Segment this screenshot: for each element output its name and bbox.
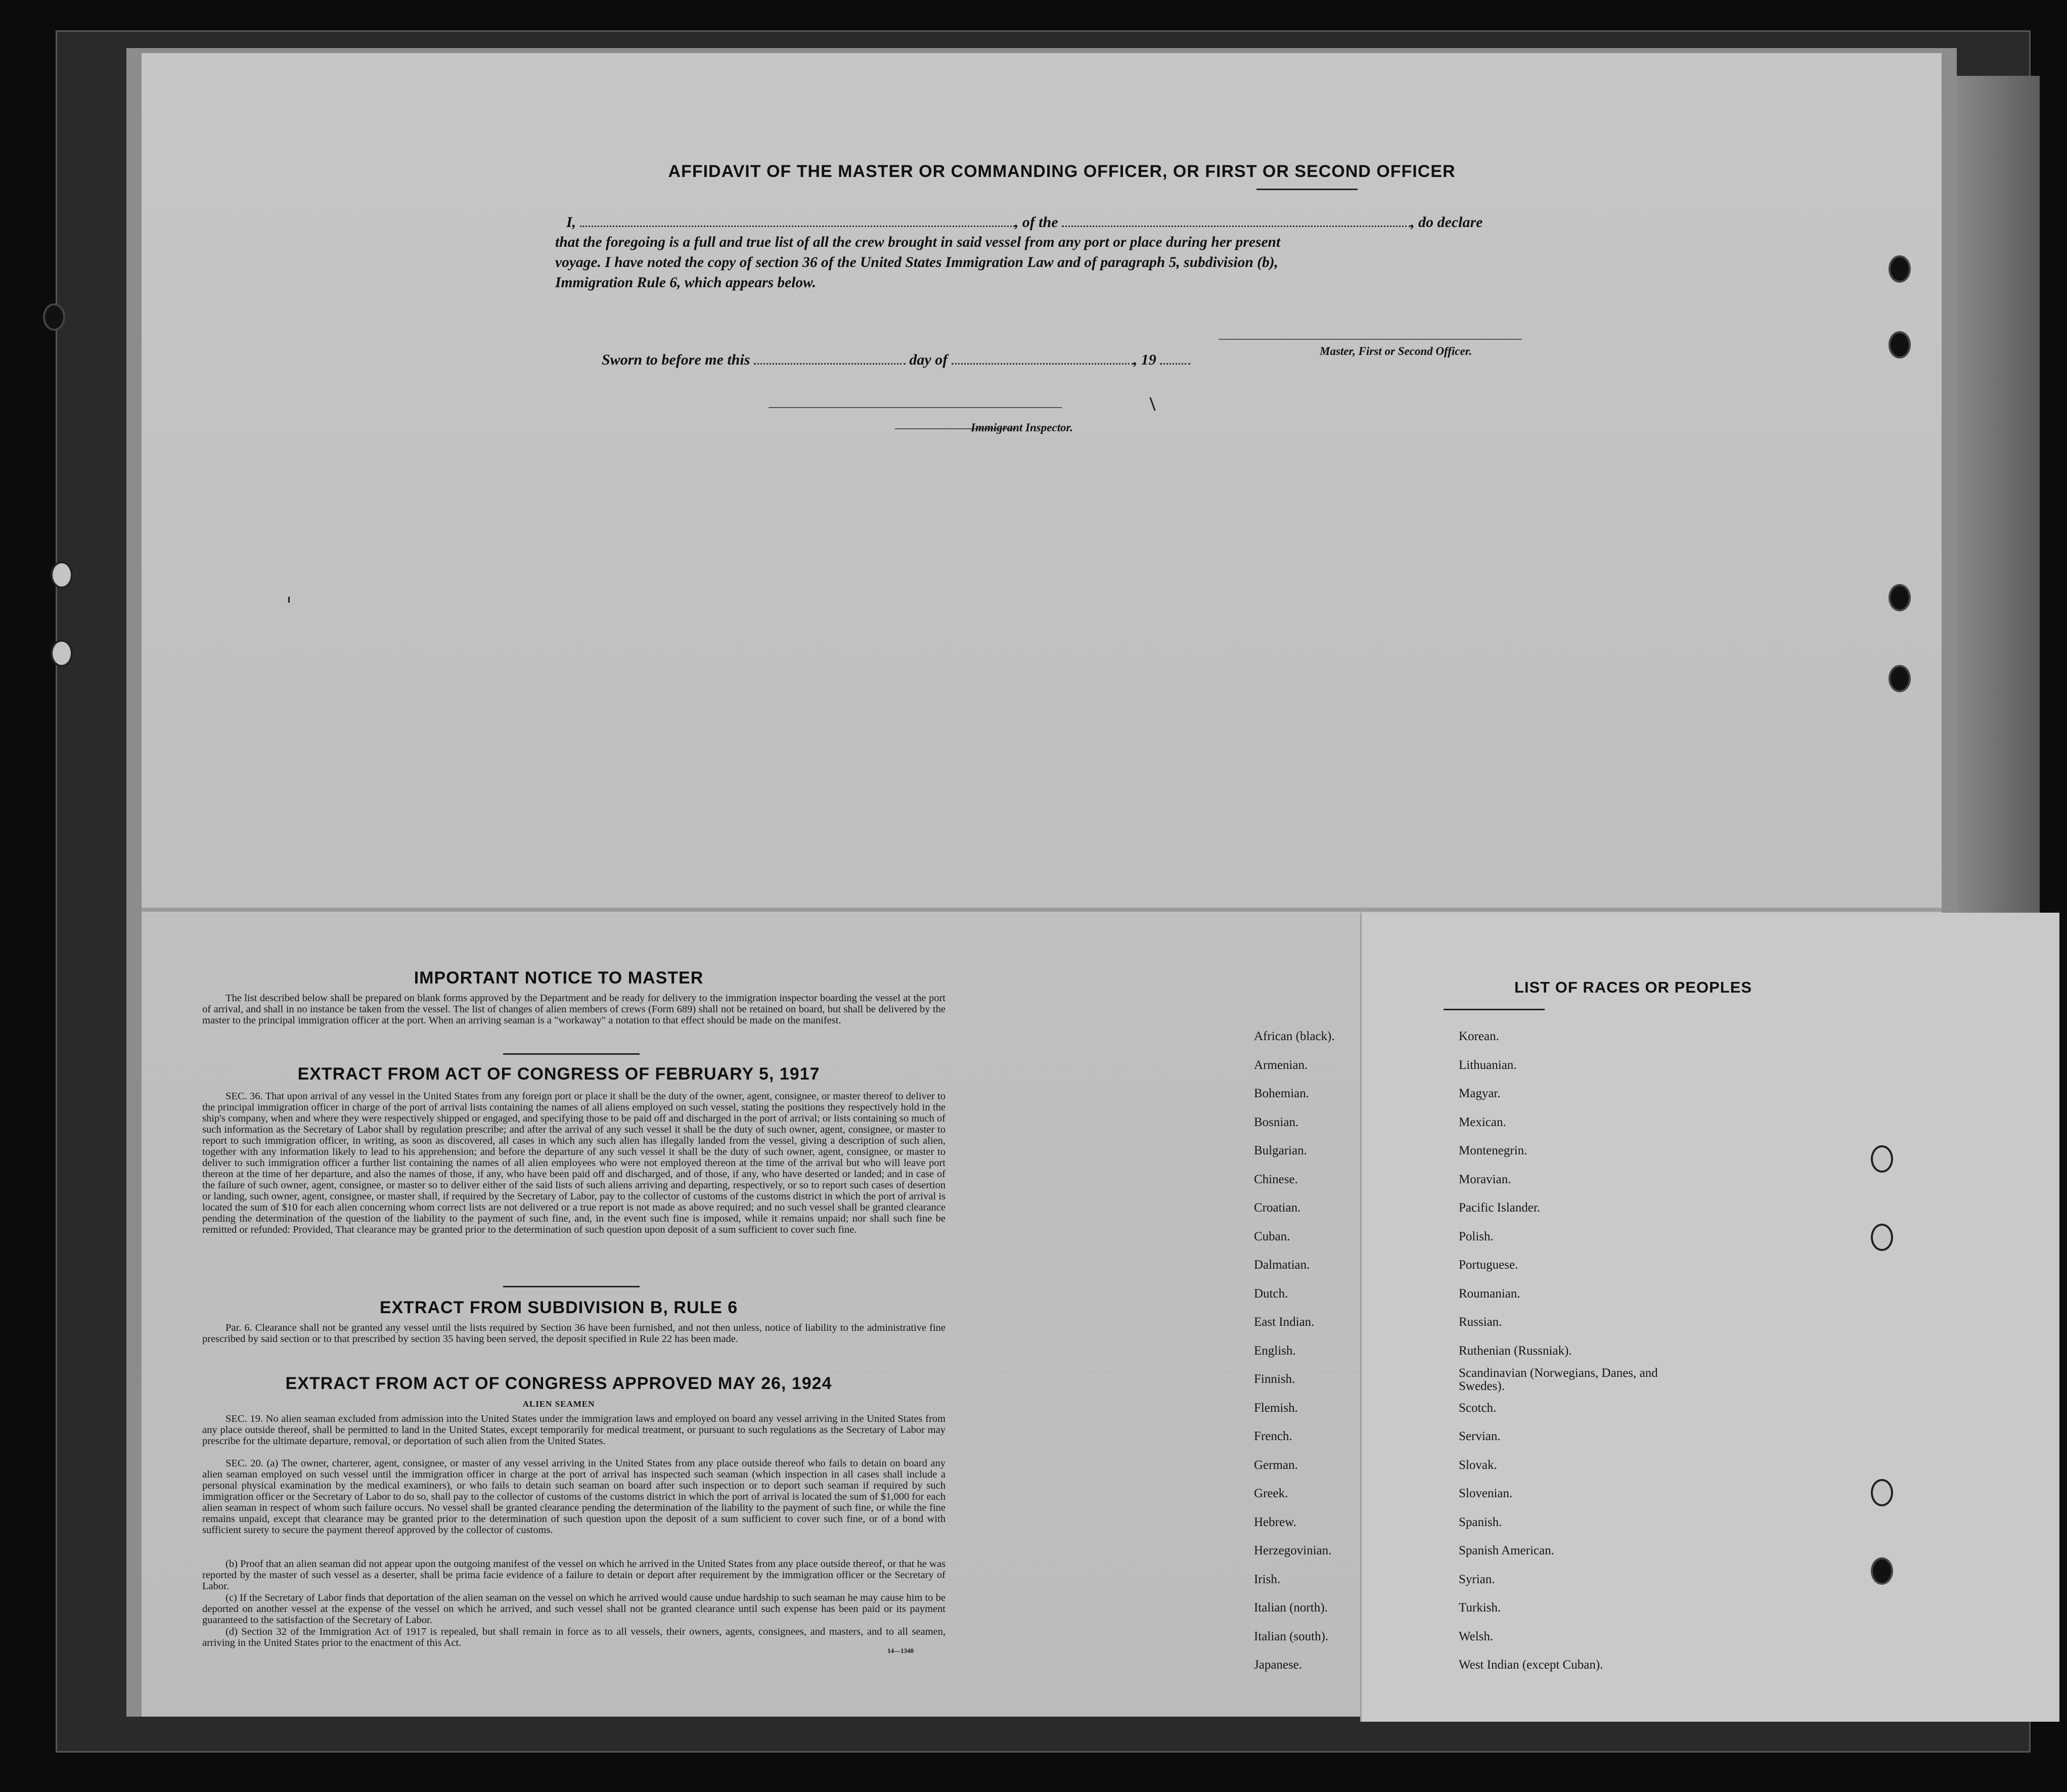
binder-hole	[1871, 1557, 1893, 1585]
race-item: English.	[1254, 1343, 1296, 1358]
title-rule	[1256, 189, 1358, 190]
master-signature-label: Master, First or Second Officer.	[1320, 345, 1472, 357]
rule6-body: Par. 6. Clearance shall not be granted any vessel until the lists required by Section 36 have been furnished, and not then unless, notice of liability to the administrative fine prescribed by said section or to that prescribed by section 35 having been served, the deposit specified in Rule 22 has been made.	[202, 1322, 946, 1345]
race-item: Magyar.	[1459, 1087, 1501, 1100]
race-item: Spanish American.	[1459, 1544, 1554, 1557]
sec20b-body: (b) Proof that an alien seaman did not appear upon the outgoing manifest of the vessel on which he arrived in the United States from any place outside thereof, or that he was reported by the master of such vessel as a deserter, shall be prima facie evidence of a failure to detain or deport after requirement by the immigration officer or the Secretary of Labor.	[202, 1558, 946, 1592]
binder-hole	[43, 303, 65, 331]
race-item: Bohemian.	[1254, 1087, 1310, 1100]
race-item: Spanish.	[1459, 1515, 1502, 1529]
extract-1917-title: EXTRACT FROM ACT OF CONGRESS OF FEBRUARY 5, 1917	[297, 1064, 820, 1084]
race-item: Scotch.	[1459, 1401, 1497, 1415]
race-item: German.	[1254, 1458, 1298, 1472]
race-item: Slovenian.	[1459, 1487, 1513, 1500]
page-fold	[142, 908, 1942, 912]
sec19-body: SEC. 19. No alien seaman excluded from admission into the United States under the immigration laws and employed on board any vessel arriving in the United States from any place outside thereof, shall be permitted to land in the United States, except temporarily for medical treatment, or pursuant to such regulations as the Secretary of Labor may prescribe for the ultimate departure, removal, or deportation of such alien from the United States.	[202, 1413, 946, 1447]
race-item: Cuban.	[1254, 1229, 1290, 1243]
title-rule	[1444, 1009, 1545, 1010]
binder-hole	[1871, 1224, 1893, 1251]
race-item: Greek.	[1254, 1487, 1288, 1500]
race-item: East Indian.	[1254, 1315, 1315, 1329]
extract-1924-subtitle: ALIEN SEAMEN	[522, 1399, 595, 1409]
affidavit-line-2: that the foregoing is a full and true list of all the crew brought in said vessel from any port or place during her present	[555, 234, 1281, 250]
affidavit-title: AFFIDAVIT OF THE MASTER OR COMMANDING OFFICER, OR FIRST OR SECOND OFFICER	[668, 162, 1456, 181]
race-item: Italian (south).	[1254, 1629, 1329, 1643]
rule6-title: EXTRACT FROM SUBDIVISION B, RULE 6	[379, 1298, 738, 1317]
race-item: Roumanian.	[1459, 1286, 1520, 1301]
race-item: Lithuanian.	[1459, 1058, 1517, 1072]
sec20d-body: (d) Section 32 of the Immigration Act of 1917 is repealed, but shall remain in force as to all vessels, their owners, agents, consignees, and masters, and to all seamen, arriving in the United States prior to the enactment of this Act.	[202, 1626, 946, 1648]
race-item: Irish.	[1254, 1572, 1281, 1586]
binder-hole	[1871, 1145, 1893, 1173]
sec20c-body: (c) If the Secretary of Labor finds that deportation of the alien seaman on the vessel on which he arrived would cause undue hardship to such seaman he may cause him to be deported on another vessel at the expense of the vessel on which he arrived, and such vessel shall not be granted clearance until such expense has been paid or its payment guaranteed to the satisfaction of the Secretary of Labor.	[202, 1592, 946, 1626]
binder-hole	[1889, 255, 1911, 283]
sworn-label: Sworn to before me this	[602, 351, 750, 368]
stray-mark	[288, 597, 290, 603]
race-item: Finnish.	[1254, 1372, 1295, 1386]
divider	[503, 1053, 640, 1055]
binder-hole	[1889, 331, 1911, 359]
race-item: Polish.	[1459, 1229, 1494, 1243]
sworn-line	[602, 351, 1190, 369]
race-item: Welsh.	[1459, 1629, 1494, 1643]
race-item: Russian.	[1459, 1315, 1502, 1329]
notice-body: The list described below shall be prepared on blank forms approved by the Department and be ready for delivery to the immigration inspector boarding the vessel at the port of arrival, and shall in no instance be taken from the vessel. The list of changes of alien members of crews (Form 689) shall not be retained on board, but shall be delivered by the master to the principal immigration officer at the port. When an arriving seaman is a "workaway" a notation to that effect should be made on the manifest.	[202, 993, 946, 1026]
race-item: Bulgarian.	[1254, 1144, 1307, 1157]
binder-hole	[51, 640, 73, 667]
vessel-blank	[1062, 226, 1411, 227]
race-item: African (black).	[1254, 1029, 1335, 1043]
race-item: Bosnian.	[1254, 1115, 1299, 1129]
race-item: Chinese.	[1254, 1172, 1298, 1186]
divider	[503, 1286, 640, 1287]
race-item: Montenegrin.	[1459, 1144, 1527, 1157]
races-title: LIST OF RACES OR PEOPLES	[1514, 978, 1753, 996]
affidavit-line-4: Immigration Rule 6, which appears below.	[555, 275, 817, 291]
race-item: West Indian (except Cuban).	[1459, 1658, 1603, 1672]
notice-title: IMPORTANT NOTICE TO MASTER	[414, 968, 704, 988]
race-item: French.	[1254, 1429, 1292, 1443]
month-blank	[952, 363, 1134, 365]
race-item: Italian (north).	[1254, 1601, 1328, 1615]
binder-hole	[1889, 665, 1911, 692]
affidavit-i: I,	[566, 214, 576, 231]
race-item: Portuguese.	[1459, 1258, 1518, 1272]
race-item: Scandinavian (Norwegians, Danes, and Swedes).	[1459, 1366, 1658, 1393]
year-blank	[1160, 363, 1190, 365]
day-blank	[754, 363, 906, 365]
race-item: Ruthenian (Russniak).	[1459, 1343, 1572, 1358]
race-item: Pacific Islander.	[1459, 1201, 1541, 1215]
race-item: Syrian.	[1459, 1572, 1495, 1586]
sec20a-body: SEC. 20. (a) The owner, charterer, agent, consignee, or master of any vessel arriving in the United States from any place outside thereof who fails to detain on board any alien seaman employed on such vessel until the immigration officer in charge at the port of arrival has inspected such seaman (which inspection in all cases shall include a personal physical examination by the medical examiners), or who fails to detain such seaman on board after such inspection or to deport such seaman if required by such immigration officer or the Secretary of Labor to do so, shall pay to the collector of customs of the customs district in which the port of arrival is located the sum of $1,000 for each alien seaman in respect of whom such failure occurs. No vessel shall be granted clearance pending the determination of the liability to the payment of such fine, or while the fine remains unpaid, except that clearance may be granted prior to the determination of such question upon the deposit of a sum sufficient to cover such fine, or of a bond with sufficient surety to secure the payment thereof approved by the collector of customs.	[202, 1458, 946, 1536]
master-signature-line	[1219, 339, 1522, 340]
binder-hole	[1871, 1479, 1893, 1506]
day-of-label: day of	[909, 351, 948, 368]
year-label: , 19	[1133, 351, 1156, 368]
race-item: Hebrew.	[1254, 1515, 1296, 1529]
name-blank	[580, 226, 1015, 227]
extract-1917-body: SEC. 36. That upon arrival of any vessel in the United States from any foreign port or place it shall be the duty of the owner, agent, consignee, or master thereof to deliver to the principal immigration officer in charge of the port of arrival lists containing the names of all aliens employed on such vessel, stating the positions they respectively hold in the ship's company, when and where they were respectively shipped or engaged, and specifying those to be paid off and discharged in the port of arrival; or lists containing so much of such information as the Secretary of Labor shall by regulation prescribe; and after the arrival of any such vessel it shall be the duty of such owner, agent, consignee, or master to report to such immigration officer, in writing, as soon as discovered, all cases in which any such alien has illegally landed from the vessel, giving a description of such alien, together with any information likely to lead to his apprehension; and before the departure of any such vessel it shall be the duty of such owner, agent, consignee, or master to deliver to such immigration officer a further list containing the names of all alien employees who were not employed thereon at the time of the arrival but who will leave port thereon at the time of her departure, and also the names of those, if any, who have been paid off and discharged, and of those, if any, who have deserted or landed; and in case of the failure of such owner, agent, consignee, or master so to deliver either of the said lists of such aliens arriving and departing, respectively, or so to report such cases of desertion or landing, such owner, agent, consignee, or master shall, if required by the Secretary of Labor, pay to the collector of customs of the customs district in which the port of arrival is located the sum of $10 for each alien concerning whom correct lists are not delivered or a true report is not made as above required; and no such vessel shall be granted clearance pending the determination of the question of the liability to the payment of such fine, and, in the event such fine is imposed, while it remains unpaid; nor shall such fine be remitted or refunded: Provided, That clearance may be granted prior to the determination of such question upon deposit of a sum sufficient to cover such fine.	[202, 1091, 946, 1235]
affidavit-line-1	[566, 214, 1482, 231]
stray-mark	[1149, 397, 1155, 411]
race-item: Servian.	[1459, 1429, 1501, 1443]
affidavit-of-the: , of the	[1014, 214, 1058, 231]
race-item: Croatian.	[1254, 1201, 1301, 1215]
document-page	[142, 53, 1942, 1717]
affidavit-line-3: voyage. I have noted the copy of section 36 of the United States Immigration Law and of paragraph 5, subdivision (b),	[555, 254, 1278, 271]
race-item: Japanese.	[1254, 1658, 1302, 1672]
race-item: Korean.	[1459, 1029, 1499, 1043]
inspector-label: Immigrant Inspector.	[971, 421, 1073, 434]
binder-hole	[1889, 584, 1911, 611]
race-item: Dutch.	[1254, 1286, 1288, 1301]
affidavit-declare: , do declare	[1411, 214, 1483, 231]
race-item: Dalmatian.	[1254, 1258, 1310, 1272]
form-number: 14—1340	[887, 1647, 914, 1654]
race-item: Herzegovinian.	[1254, 1544, 1332, 1557]
race-item: Flemish.	[1254, 1401, 1298, 1415]
inspector-signature-line	[769, 407, 1062, 408]
extract-1924-title: EXTRACT FROM ACT OF CONGRESS APPROVED MAY 26, 1924	[285, 1374, 832, 1393]
race-item: Moravian.	[1459, 1172, 1511, 1186]
race-item: Slovak.	[1459, 1458, 1497, 1472]
race-item: Turkish.	[1459, 1601, 1501, 1615]
binder-hole	[51, 561, 73, 589]
race-item: Mexican.	[1459, 1115, 1506, 1129]
race-item: Armenian.	[1254, 1058, 1308, 1072]
